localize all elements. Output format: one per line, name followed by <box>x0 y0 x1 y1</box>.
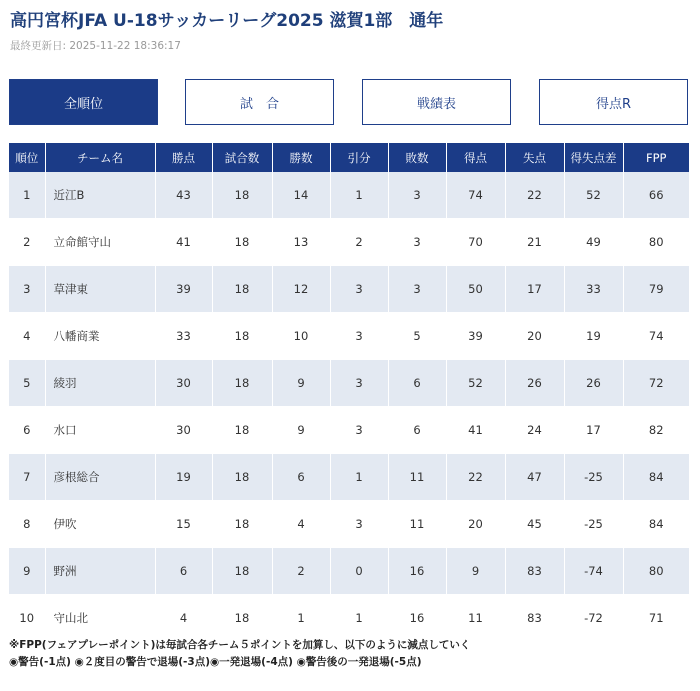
cell-team: 彦根総合 <box>45 454 155 501</box>
tab-bar <box>9 79 691 125</box>
cell-goals-for: 41 <box>446 407 505 454</box>
fpp-notes <box>9 637 470 671</box>
cell-wins: 9 <box>272 360 330 407</box>
cell-draws: 3 <box>330 313 388 360</box>
cell-points: 39 <box>155 266 212 313</box>
column-header-wins: 勝数 <box>272 143 330 172</box>
standings-table <box>9 143 689 642</box>
cell-goals-against: 22 <box>505 172 564 219</box>
cell-rank: 10 <box>9 595 45 642</box>
cell-played: 18 <box>212 219 272 266</box>
cell-team: 水口 <box>45 407 155 454</box>
cell-draws: 3 <box>330 501 388 548</box>
cell-goals-against: 45 <box>505 501 564 548</box>
cell-wins: 10 <box>272 313 330 360</box>
cell-wins: 6 <box>272 454 330 501</box>
cell-losses: 16 <box>388 595 446 642</box>
cell-draws: 3 <box>330 266 388 313</box>
cell-team: 立命館守山 <box>45 219 155 266</box>
table-row <box>9 595 689 642</box>
cell-losses: 11 <box>388 501 446 548</box>
cell-team: 伊吹 <box>45 501 155 548</box>
cell-fpp: 80 <box>623 548 689 595</box>
standings-table-wrapper <box>9 143 689 642</box>
column-header-played: 試合数 <box>212 143 272 172</box>
cell-goals-for: 50 <box>446 266 505 313</box>
cell-goals-against: 17 <box>505 266 564 313</box>
page-title: 高円宮杯JFA U-18サッカーリーグ2025 滋賀1部 通年 <box>10 11 444 31</box>
cell-team: 草津東 <box>45 266 155 313</box>
column-header-goals-for: 得点 <box>446 143 505 172</box>
cell-wins: 12 <box>272 266 330 313</box>
fpp-note-line: ※FPP(フェアプレーポイント)は毎試合各チーム５ポイントを加算し、以下のように減点していく <box>9 639 471 651</box>
cell-rank: 3 <box>9 266 45 313</box>
cell-draws: 1 <box>330 454 388 501</box>
column-header-draws: 引分 <box>330 143 388 172</box>
cell-rank: 8 <box>9 501 45 548</box>
cell-played: 18 <box>212 172 272 219</box>
cell-goals-against: 83 <box>505 548 564 595</box>
cell-goals-against: 47 <box>505 454 564 501</box>
tab-matches[interactable]: 試 合 <box>185 79 334 125</box>
cell-goals-against: 26 <box>505 360 564 407</box>
table-row <box>9 501 689 548</box>
cell-losses: 6 <box>388 360 446 407</box>
column-header-team: チーム名 <box>45 143 155 172</box>
cell-team: 綾羽 <box>45 360 155 407</box>
cell-wins: 2 <box>272 548 330 595</box>
cell-goals-against: 20 <box>505 313 564 360</box>
cell-played: 18 <box>212 595 272 642</box>
table-row <box>9 219 689 266</box>
cell-goal-diff: -25 <box>564 454 623 501</box>
cell-points: 19 <box>155 454 212 501</box>
cell-goals-for: 74 <box>446 172 505 219</box>
cell-points: 15 <box>155 501 212 548</box>
cell-goal-diff: -74 <box>564 548 623 595</box>
column-header-losses: 敗数 <box>388 143 446 172</box>
cell-draws: 3 <box>330 407 388 454</box>
last-updated: 最終更新日: 2025-11-22 18:36:17 <box>10 40 181 52</box>
column-header-points: 勝点 <box>155 143 212 172</box>
cell-rank: 9 <box>9 548 45 595</box>
column-header-goal-diff: 得失点差 <box>564 143 623 172</box>
cell-draws: 3 <box>330 360 388 407</box>
cell-goals-for: 11 <box>446 595 505 642</box>
cell-goals-for: 70 <box>446 219 505 266</box>
cell-wins: 1 <box>272 595 330 642</box>
cell-goal-diff: 26 <box>564 360 623 407</box>
cell-draws: 1 <box>330 595 388 642</box>
cell-draws: 0 <box>330 548 388 595</box>
column-header-rank: 順位 <box>9 143 45 172</box>
cell-rank: 6 <box>9 407 45 454</box>
cell-losses: 11 <box>388 454 446 501</box>
cell-rank: 4 <box>9 313 45 360</box>
cell-team: 近江B <box>45 172 155 219</box>
cell-losses: 3 <box>388 266 446 313</box>
cell-team: 野洲 <box>45 548 155 595</box>
cell-goal-diff: -25 <box>564 501 623 548</box>
cell-team: 八幡商業 <box>45 313 155 360</box>
cell-wins: 4 <box>272 501 330 548</box>
cell-played: 18 <box>212 501 272 548</box>
table-header-row <box>9 143 689 172</box>
cell-goal-diff: 17 <box>564 407 623 454</box>
table-row <box>9 266 689 313</box>
table-row <box>9 313 689 360</box>
cell-played: 18 <box>212 360 272 407</box>
cell-played: 18 <box>212 454 272 501</box>
cell-points: 30 <box>155 360 212 407</box>
tab-scorer-ranking[interactable]: 得点R <box>539 79 688 125</box>
cell-losses: 6 <box>388 407 446 454</box>
cell-points: 30 <box>155 407 212 454</box>
fpp-note-penalties: ◉警告(-1点) ◉２度目の警告で退場(-3点)◉一発退場(-4点) ◉警告後の一発退場(-5点) <box>9 656 422 668</box>
cell-draws: 2 <box>330 219 388 266</box>
column-header-goals-against: 失点 <box>505 143 564 172</box>
cell-fpp: 72 <box>623 360 689 407</box>
cell-goals-against: 83 <box>505 595 564 642</box>
cell-losses: 5 <box>388 313 446 360</box>
cell-goals-for: 52 <box>446 360 505 407</box>
cell-fpp: 79 <box>623 266 689 313</box>
cell-goals-against: 24 <box>505 407 564 454</box>
cell-goal-diff: -72 <box>564 595 623 642</box>
cell-losses: 16 <box>388 548 446 595</box>
cell-points: 43 <box>155 172 212 219</box>
cell-goal-diff: 33 <box>564 266 623 313</box>
column-header-fpp: FPP <box>623 143 689 172</box>
table-row <box>9 172 689 219</box>
cell-fpp: 84 <box>623 501 689 548</box>
cell-goals-for: 22 <box>446 454 505 501</box>
cell-goal-diff: 52 <box>564 172 623 219</box>
cell-fpp: 84 <box>623 454 689 501</box>
cell-played: 18 <box>212 313 272 360</box>
cell-fpp: 80 <box>623 219 689 266</box>
cell-rank: 5 <box>9 360 45 407</box>
cell-fpp: 74 <box>623 313 689 360</box>
cell-points: 41 <box>155 219 212 266</box>
table-row <box>9 548 689 595</box>
table-row <box>9 360 689 407</box>
cell-losses: 3 <box>388 219 446 266</box>
cell-goal-diff: 49 <box>564 219 623 266</box>
cell-draws: 1 <box>330 172 388 219</box>
cell-goals-against: 21 <box>505 219 564 266</box>
cell-team: 守山北 <box>45 595 155 642</box>
tab-all-standings[interactable]: 全順位 <box>9 79 158 125</box>
cell-fpp: 71 <box>623 595 689 642</box>
cell-goals-for: 9 <box>446 548 505 595</box>
table-body <box>9 172 689 642</box>
cell-points: 6 <box>155 548 212 595</box>
cell-goal-diff: 19 <box>564 313 623 360</box>
cell-goals-for: 20 <box>446 501 505 548</box>
cell-fpp: 82 <box>623 407 689 454</box>
table-row <box>9 407 689 454</box>
tab-results-table[interactable]: 戦績表 <box>362 79 511 125</box>
table-row <box>9 454 689 501</box>
cell-played: 18 <box>212 548 272 595</box>
cell-played: 18 <box>212 266 272 313</box>
cell-goals-for: 39 <box>446 313 505 360</box>
cell-fpp: 66 <box>623 172 689 219</box>
cell-points: 33 <box>155 313 212 360</box>
cell-played: 18 <box>212 407 272 454</box>
cell-points: 4 <box>155 595 212 642</box>
cell-losses: 3 <box>388 172 446 219</box>
cell-wins: 13 <box>272 219 330 266</box>
cell-wins: 9 <box>272 407 330 454</box>
cell-rank: 7 <box>9 454 45 501</box>
cell-wins: 14 <box>272 172 330 219</box>
cell-rank: 1 <box>9 172 45 219</box>
cell-rank: 2 <box>9 219 45 266</box>
